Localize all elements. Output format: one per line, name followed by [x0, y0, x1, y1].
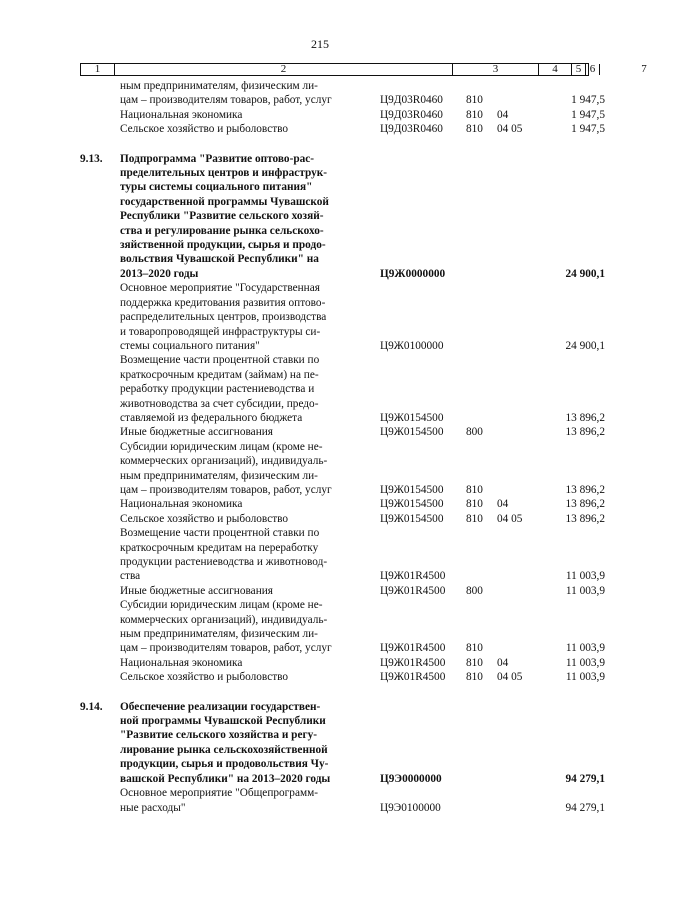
- table-row: [0, 598, 640, 656]
- table-row: [0, 656, 640, 670]
- item-name-line: Основное мероприятие "Общепрограмм-: [120, 787, 319, 800]
- target-code: Ц9Ж01R4500: [380, 570, 446, 583]
- section-number: 9.13.: [80, 152, 103, 165]
- table-row: [0, 79, 640, 108]
- item-name-line: продукции растениеводства и животновод-: [120, 556, 328, 568]
- item-name-line: стемы социального питания": [120, 339, 260, 352]
- item-name-line: и товаропроводящей инфраструктуры си-: [120, 325, 321, 338]
- row-spacer: [0, 137, 640, 152]
- header-col-6: 6: [586, 64, 600, 75]
- item-name-line: Национальная экономика: [120, 498, 243, 511]
- target-code: Ц9Д03R0460: [380, 94, 443, 107]
- table-row: [0, 786, 640, 815]
- amount: 11 003,9: [565, 570, 605, 583]
- item-name-line: Возмещение части процентной ставки по: [120, 354, 320, 367]
- section-code: 04: [497, 498, 509, 511]
- amount: 13 896,2: [565, 411, 605, 424]
- row-values: [0, 670, 640, 684]
- item-name-line: краткосрочным кредитам (займам) на пе-: [120, 368, 319, 381]
- item-name-line: коммерческих организаций), индивидуаль-: [120, 613, 328, 626]
- row-values: [0, 267, 640, 281]
- item-name-line: Национальная экономика: [120, 108, 243, 121]
- expense-type: 810: [466, 108, 483, 121]
- target-code: Ц9Д03R0460: [380, 123, 443, 136]
- item-name-line: реработку продукции растениеводства и: [120, 383, 315, 396]
- item-name-line: Обеспечение реализации государствен-: [120, 700, 321, 713]
- item-name-line: туры системы социального питания": [120, 181, 313, 194]
- item-name-line: ные расходы": [120, 801, 186, 814]
- item-name-line: Сельское хозяйство и рыболовство: [120, 123, 289, 136]
- target-code: Ц9Ж0154500: [380, 411, 444, 424]
- row-values: [0, 339, 640, 353]
- target-code: Ц9Ж0154500: [380, 483, 444, 496]
- table-row: [0, 512, 640, 526]
- item-name-line: Иные бюджетные ассигнования: [120, 426, 273, 439]
- row-values: [0, 93, 640, 107]
- row-values: [0, 512, 640, 526]
- header-col-1: 1: [81, 64, 115, 75]
- row-values: [0, 641, 640, 655]
- section-number: 9.14.: [80, 700, 103, 713]
- expense-type: 810: [466, 123, 483, 136]
- target-code: Ц9Д03R0460: [380, 108, 443, 121]
- target-code: Ц9Ж01R4500: [380, 642, 446, 655]
- section-code: 04: [497, 108, 509, 121]
- section-code: 04 05: [497, 123, 523, 136]
- row-values: [0, 497, 640, 511]
- item-name-line: поддержка кредитования развития оптово-: [120, 296, 326, 309]
- target-code: Ц9Ж0154500: [380, 512, 444, 525]
- item-name-line: цам – производителям товаров, работ, услуг: [120, 483, 332, 496]
- row-values: [0, 772, 640, 786]
- item-name-line: ства и регулирование рынка сельскохо-: [120, 224, 324, 237]
- item-name-line: лирование рынка сельскохозяйственной: [120, 743, 328, 756]
- subprogram-row: [0, 700, 640, 786]
- item-name-line: вольствия Чувашской Республики" на: [120, 253, 319, 266]
- item-name-line: ным предпринимателям, физическим ли-: [120, 628, 318, 641]
- item-name-line: животноводства за счет субсидии, предо-: [120, 397, 319, 410]
- item-name-line: Субсидии юридическим лицам (кроме не-: [120, 440, 323, 453]
- amount: 11 003,9: [565, 642, 605, 655]
- table-row: [0, 108, 640, 122]
- target-code: Ц9Ж0154500: [380, 498, 444, 511]
- item-name-line: зяйственной продукции, сырья и продо-: [120, 239, 326, 252]
- row-values: [0, 108, 640, 122]
- item-name-line: краткосрочным кредитам на переработку: [120, 541, 319, 554]
- amount: 1 947,5: [571, 94, 605, 107]
- row-values: [0, 801, 640, 815]
- target-code: Ц9Э0100000: [380, 801, 441, 814]
- item-name-line: Возмещение части процентной ставки по: [120, 527, 320, 540]
- amount: 1 947,5: [571, 123, 605, 136]
- target-code: Ц9Ж01R4500: [380, 584, 446, 597]
- amount: 94 279,1: [565, 801, 605, 814]
- amount: 24 900,1: [565, 267, 605, 280]
- row-spacer: [0, 685, 640, 700]
- amount: 11 003,9: [565, 671, 605, 684]
- page-number: 215: [311, 37, 329, 51]
- target-code: Ц9Ж01R4500: [380, 656, 446, 669]
- table-row: [0, 281, 640, 353]
- item-name-line: "Развитие сельского хозяйства и регу-: [120, 729, 318, 742]
- expense-type: 800: [466, 584, 483, 597]
- item-name-line: ства: [120, 570, 141, 583]
- table-row: [0, 670, 640, 684]
- item-name-line: Субсидии юридическим лицам (кроме не-: [120, 599, 323, 612]
- item-name-line: Национальная экономика: [120, 656, 243, 669]
- budget-table-body: [0, 79, 640, 815]
- table-row: [0, 584, 640, 598]
- header-col-5: 5: [572, 64, 586, 75]
- expense-type: 810: [466, 642, 483, 655]
- target-code: Ц9Ж0000000: [380, 267, 446, 280]
- item-name-line: Сельское хозяйство и рыболовство: [120, 671, 289, 684]
- item-name-line: пределительных центров и инфраструк-: [120, 167, 328, 180]
- table-row: [0, 122, 640, 136]
- table-row: [0, 440, 640, 498]
- item-name-line: Иные бюджетные ассигнования: [120, 584, 273, 597]
- item-name-line: ным предпринимателям, физическим ли-: [120, 469, 318, 482]
- item-name-line: Основное мероприятие "Государственная: [120, 282, 320, 295]
- item-name-line: ной программы Чувашской Республики: [120, 715, 326, 728]
- target-code: Ц9Э0000000: [380, 772, 442, 785]
- item-name-line: цам – производителям товаров, работ, услуг: [120, 94, 332, 107]
- amount: 13 896,2: [565, 498, 605, 511]
- table-row: [0, 497, 640, 511]
- header-col-3: 3: [453, 64, 539, 75]
- item-name-line: 2013–2020 годы: [120, 267, 199, 280]
- header-col-7: 7: [641, 63, 647, 75]
- row-values: [0, 411, 640, 425]
- item-name-line: ставляемой из федерального бюджета: [120, 411, 303, 424]
- row-values: [0, 584, 640, 598]
- item-name-line: распределительных центров, производства: [120, 311, 327, 324]
- row-values: [0, 656, 640, 670]
- table-row: [0, 425, 640, 439]
- item-name-line: цам – производителям товаров, работ, услуг: [120, 642, 332, 655]
- header-col-4: 4: [539, 64, 572, 75]
- item-name-line: государственной программы Чувашской: [120, 195, 329, 208]
- expense-type: 810: [466, 94, 483, 107]
- amount: 1 947,5: [571, 108, 605, 121]
- amount: 94 279,1: [565, 772, 605, 785]
- item-name-line: Сельское хозяйство и рыболовство: [120, 512, 289, 525]
- expense-type: 810: [466, 512, 483, 525]
- item-name: [120, 152, 365, 282]
- expense-type: 810: [466, 498, 483, 511]
- amount: 13 896,2: [565, 426, 605, 439]
- amount: 11 003,9: [565, 656, 605, 669]
- target-code: Ц9Ж01R4500: [380, 671, 446, 684]
- item-name-line: вашской Республики" на 2013–2020 годы: [120, 772, 331, 785]
- row-values: [0, 569, 640, 583]
- section-code: 04 05: [497, 512, 523, 525]
- row-values: [0, 425, 640, 439]
- amount: 13 896,2: [565, 512, 605, 525]
- amount: 11 003,9: [565, 584, 605, 597]
- amount: 24 900,1: [565, 339, 605, 352]
- expense-type: 810: [466, 656, 483, 669]
- table-row: [0, 526, 640, 584]
- section-code: 04 05: [497, 671, 523, 684]
- item-name-line: ным предпринимателям, физическим ли-: [120, 80, 318, 92]
- subprogram-row: [0, 152, 640, 282]
- item-name-line: Республики "Развитие сельского хозяй-: [120, 210, 324, 223]
- expense-type: 800: [466, 426, 483, 439]
- row-values: [0, 122, 640, 136]
- expense-type: 810: [466, 671, 483, 684]
- header-col-2: 2: [115, 64, 453, 75]
- target-code: Ц9Ж0154500: [380, 426, 444, 439]
- row-values: [0, 483, 640, 497]
- item-name-line: коммерческих организаций), индивидуаль-: [120, 455, 328, 468]
- amount: 13 896,2: [565, 483, 605, 496]
- section-code: 04: [497, 656, 509, 669]
- expense-type: 810: [466, 483, 483, 496]
- table-row: [0, 353, 640, 425]
- item-name-line: Подпрограмма "Развитие оптово-рас-: [120, 152, 315, 165]
- target-code: Ц9Ж0100000: [380, 339, 444, 352]
- table-header: [80, 63, 647, 76]
- item-name-line: продукции, сырья и продовольствия Чу-: [120, 758, 329, 771]
